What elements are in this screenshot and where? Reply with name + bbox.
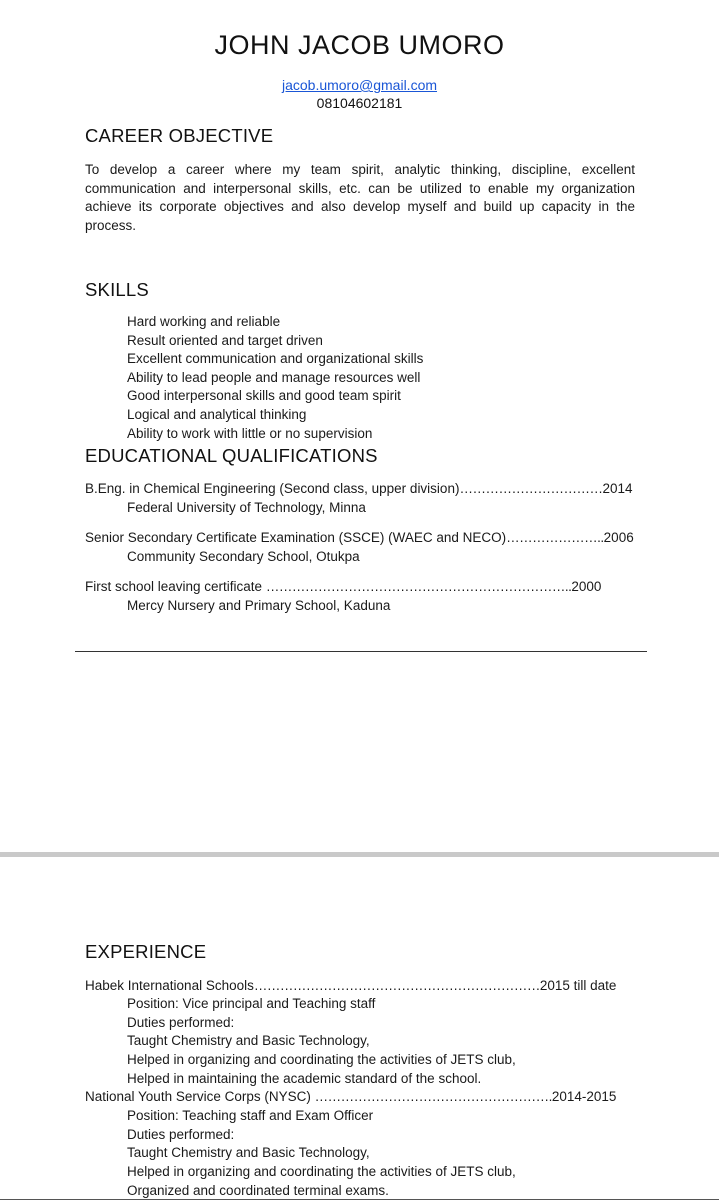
duty-item: Taught Chemistry and Basic Technology, (127, 1145, 370, 1160)
duties-label: Duties performed: (127, 1127, 235, 1142)
qualification-name: First school leaving certificate (85, 579, 266, 594)
leader-dots: ………………….. (506, 530, 604, 545)
skill-item: Logical and analytical thinking (127, 406, 307, 422)
duty-item: Helped in organizing and coordinating the activities of JETS club, (127, 1164, 516, 1179)
experience-heading: EXPERIENCE (85, 941, 207, 962)
qualification-name: B.Eng. in Chemical Engineering (Second class, upper division) (85, 481, 460, 496)
horizontal-rule (75, 651, 647, 652)
duty-item: Helped in maintaining the academic standard of the school. (127, 1071, 482, 1086)
employment-period: 2014-2015 (551, 1089, 617, 1104)
email-link[interactable]: jacob.umoro@gmail.com (281, 77, 438, 93)
career-objective-heading: CAREER OBJECTIVE (85, 125, 274, 146)
leader-dots: ………………………………………………. (314, 1089, 552, 1104)
candidate-name: JOHN JACOB UMORO (214, 30, 505, 60)
education-entry-title (85, 579, 601, 594)
qualification-year: 2006 (603, 530, 634, 545)
education-entry-title (85, 530, 634, 545)
qualification-year: 2014 (602, 481, 633, 496)
education-institution: Mercy Nursery and Primary School, Kaduna (127, 598, 391, 613)
skill-item: Excellent communication and organizational skills (127, 351, 424, 367)
skill-item: Ability to work with little or no supervision (127, 425, 373, 441)
resume-page-2 (0, 857, 719, 1200)
phone-number: 08104602181 (316, 95, 403, 111)
duties-label: Duties performed: (127, 1015, 235, 1030)
education-institution: Federal University of Technology, Minna (127, 500, 366, 515)
duty-item: Taught Chemistry and Basic Technology, (127, 1033, 370, 1048)
skills-heading: SKILLS (85, 279, 149, 300)
qualification-year: 2000 (571, 579, 602, 594)
experience-entry-title (85, 978, 616, 993)
skill-item: Good interpersonal skills and good team spirit (127, 388, 401, 404)
employment-period: 2015 till date (539, 978, 617, 993)
organization-name: National Youth Service Corps (NYSC) (85, 1089, 315, 1104)
position: Position: Vice principal and Teaching staff (127, 996, 376, 1011)
position: Position: Teaching staff and Exam Officer (127, 1108, 374, 1123)
duty-item: Helped in organizing and coordinating the activities of JETS club, (127, 1052, 516, 1067)
skill-item: Ability to lead people and manage resources well (127, 369, 421, 385)
education-institution: Community Secondary School, Otukpa (127, 549, 360, 564)
leader-dots: ………………………………………………………… (253, 978, 540, 993)
skill-item: Result oriented and target driven (127, 332, 323, 348)
career-objective-text: To develop a career where my team spirit, analytic thinking, discipline, excellent communication and interpersonal skills, etc. can be utilized to enable my organization achieve its corporate objectives and also develop myself and build up capacity in the process. (85, 162, 635, 233)
education-entry-title (85, 481, 633, 496)
leader-dots: …………………………… (459, 481, 603, 496)
duty-item: Organized and coordinated terminal exams. (127, 1183, 389, 1198)
skills-list (127, 313, 423, 443)
skill-item: Hard working and reliable (127, 314, 281, 329)
qualification-name: Senior Secondary Certificate Examination (SSCE) (WAEC and NECO) (85, 530, 507, 545)
leader-dots: …………………………………………………………….. (265, 579, 572, 594)
education-heading: EDUCATIONAL QUALIFICATIONS (85, 445, 378, 466)
organization-name: Habek International Schools (85, 978, 254, 993)
experience-entry-title (85, 1089, 616, 1104)
